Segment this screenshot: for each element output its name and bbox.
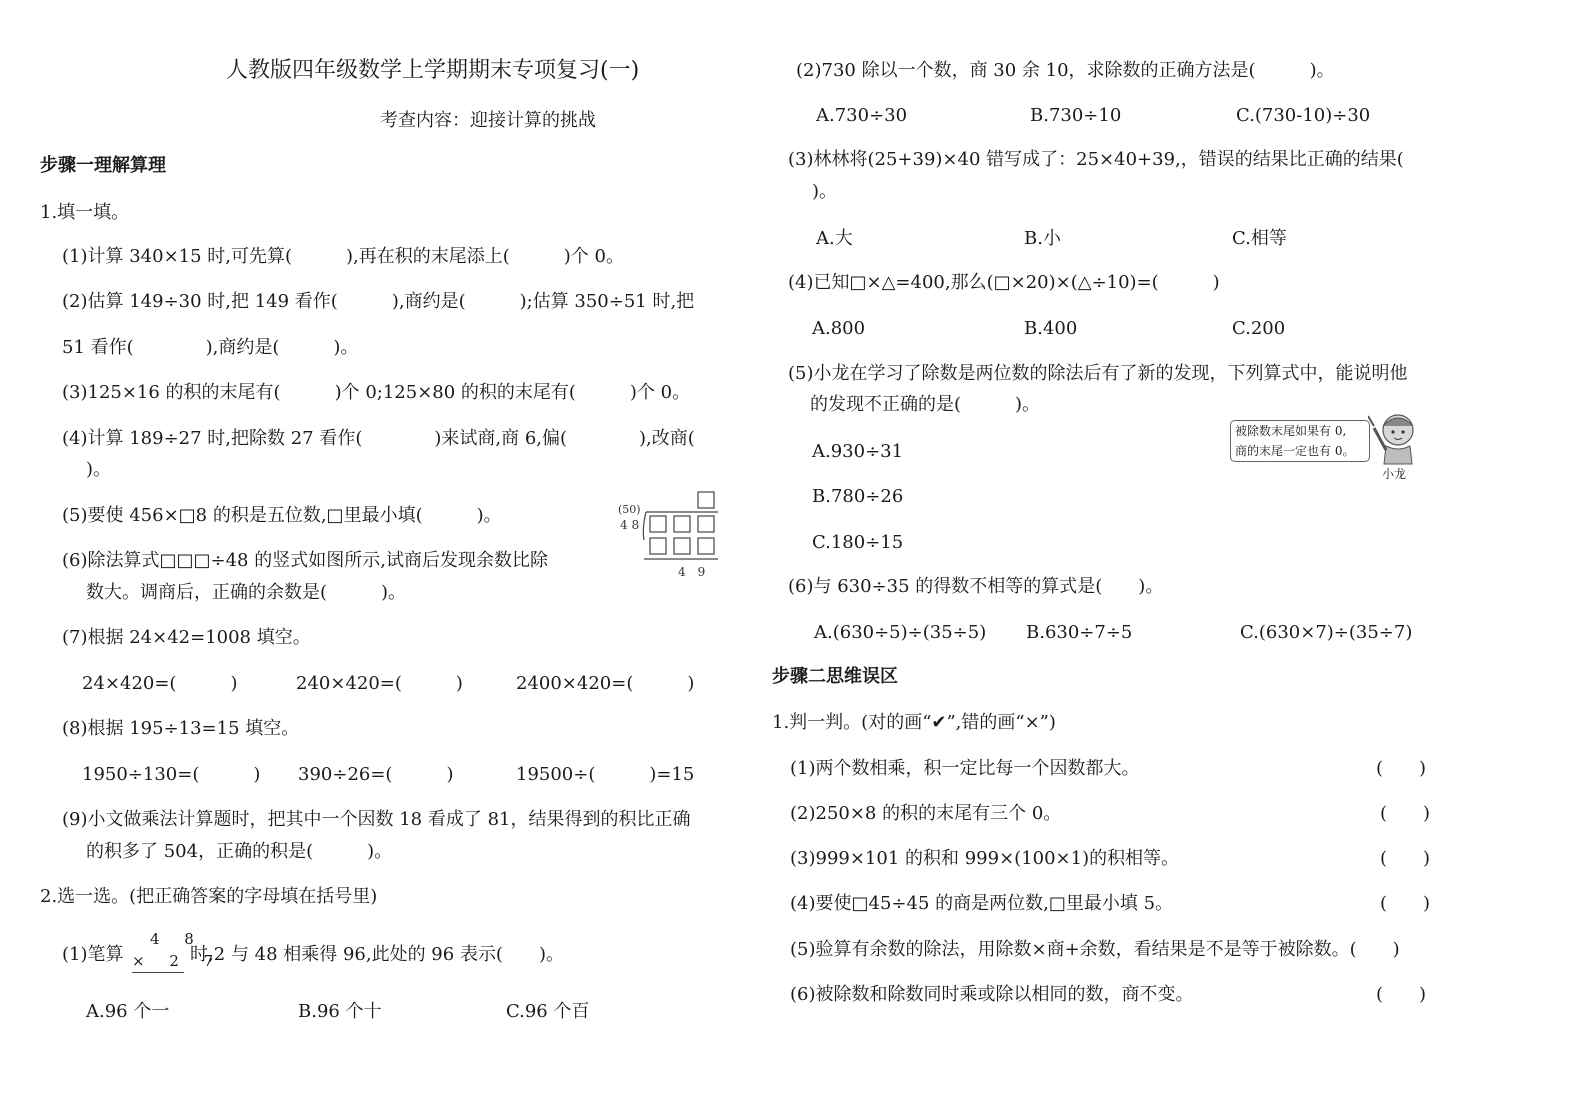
fill-item-3: (3)125×16 的积的末尾有( )个 0;125×80 的积的末尾有( )个 0。 [62,382,691,403]
section-step1-heading: 步骤一理解算理 [40,155,166,176]
choice-5-option-c: C.180÷15 [812,532,904,553]
choice-5-line2: 的发现不正确的是( )。 [810,394,1041,415]
fill-item-6-line2: 数大。调商后，正确的余数是( )。 [86,582,407,603]
fill-item-2-line1: (2)估算 149÷30 时,把 149 看作( ),商约是( );估算 350÷51 时,把 [62,291,695,312]
choice-5-option-b: B.780÷26 [812,486,904,507]
dividend-box-3 [698,516,714,532]
fill-item-8a: 1950÷130=( ) [82,764,261,785]
choice-6-option-a: A.(630÷5)÷(35÷5) [814,622,987,643]
choice-1-multiplier: × 2 7 [132,952,224,970]
choice-4: (4)已知□×△=400,那么(□×20)×(△÷10)=( ) [788,272,1220,293]
choice-2: (2)730 除以一个数，商 30 余 10，求除数的正确方法是( )。 [796,60,1335,81]
fill-item-6-line1: (6)除法算式□□□÷48 的竖式如图所示,试商后发现余数比除 [62,550,548,571]
fill-item-4-line1: (4)计算 189÷27 时,把除数 27 看作( )来试商,商 6,偏( ),改商( [62,428,695,449]
speech-bubble-line2: 商的末尾一定也有 0。 [1235,444,1355,458]
choice-5-option-a: A.930÷31 [812,441,904,462]
judge-item-4: (4)要使□45÷45 的商是两位数,□里最小填 5。 [790,893,1174,914]
question-fill-heading: 1.填一填。 [40,202,130,223]
judge-item-1: (1)两个数相乘，积一定比每一个因数都大。 [790,758,1140,779]
dividend-box-1 [650,516,666,532]
multiplication-rule [132,972,184,973]
judge-item-3-paren: ( ) [1380,848,1431,869]
judge-item-2: (2)250×8 的积的末尾有三个 0。 [790,803,1062,824]
product-box-2 [674,538,690,554]
section-step2-heading: 步骤二思维误区 [772,666,898,687]
figure-remainder: 4 9 [678,565,706,579]
choice-3-option-c: C.相等 [1232,228,1287,249]
choice-1-option-c: C.96 个百 [506,1001,590,1022]
judge-item-3: (3)999×101 的积和 999×(100×1)的积相等。 [790,848,1180,869]
fill-item-7b: 240×420=( ) [296,673,463,694]
choice-3-option-a: A.大 [816,228,853,249]
page-subtitle: 考查内容：迎接计算的挑战 [380,110,596,131]
choice-4-option-a: A.800 [812,318,866,339]
boy-character-illustration [1368,406,1428,468]
product-box-3 [698,538,714,554]
judge-item-1-paren: ( ) [1376,758,1427,779]
choice-6-option-b: B.630÷7÷5 [1026,622,1133,643]
fill-item-8c: 19500÷( )=15 [516,764,695,785]
fill-item-7c: 2400×420=( ) [516,673,695,694]
choice-1-text: 时,2 与 48 相乘得 96,此处的 96 表示( )。 [190,944,564,965]
question-choose-heading: 2.选一选。(把正确答案的字母填在括号里) [40,886,378,907]
choice-2-option-b: B.730÷10 [1030,105,1122,126]
choice-2-option-c: C.(730-10)÷30 [1236,105,1371,126]
choice-6: (6)与 630÷35 的得数不相等的算式是( )。 [788,576,1164,597]
product-box-1 [650,538,666,554]
question-judge-heading: 1.判一判。(对的画“✔”,错的画“×”) [772,712,1056,733]
choice-5-line1: (5)小龙在学习了除数是两位数的除法后有了新的发现，下列算式中，能说明他 [788,363,1408,384]
fill-item-8: (8)根据 195÷13=15 填空。 [62,718,300,739]
quotient-box [698,492,714,508]
fill-item-7: (7)根据 24×42=1008 填空。 [62,627,311,648]
fill-item-1: (1)计算 340×15 时,可先算( ),再在积的末尾添上( )个 0。 [62,246,624,267]
fill-item-4-line2: )。 [86,459,112,480]
choice-4-option-c: C.200 [1232,318,1286,339]
judge-item-4-paren: ( ) [1380,893,1431,914]
fill-item-9-line1: (9)小文做乘法计算题时，把其中一个因数 18 看成了 81，结果得到的积比正确 [62,809,691,830]
choice-3-line1: (3)林林将(25+39)×40 错写成了：25×40+39,，错误的结果比正确的结果( [788,149,1404,170]
fill-item-9-line2: 的积多了 504，正确的积是( )。 [86,841,393,862]
choice-6-option-c: C.(630×7)÷(35÷7) [1240,622,1413,643]
choice-1-prefix: (1)笔算 [62,944,124,965]
choice-3-option-b: B.小 [1024,228,1061,249]
judge-item-5: (5)验算有余数的除法，用除数×商+余数，看结果是不是等于被除数。( ) [790,939,1400,960]
choice-1-multiplicand: 4 8 [150,930,204,948]
choice-1-option-b: B.96 个十 [298,1001,382,1022]
choice-3-line2: )。 [812,181,838,202]
long-division-figure [616,488,726,584]
choice-1-option-a: A.96 个一 [86,1001,170,1022]
judge-item-6-paren: ( ) [1376,984,1427,1005]
character-name: 小龙 [1382,467,1407,481]
figure-quotient-hint: (50) [618,503,641,516]
fill-item-5: (5)要使 456×□8 的积是五位数,□里最小填( )。 [62,505,502,526]
speech-bubble [1230,420,1370,462]
choice-4-option-b: B.400 [1024,318,1078,339]
fill-item-7a: 24×420=( ) [82,673,238,694]
figure-divisor: 4 8 [620,518,640,532]
speech-bubble-line1: 被除数末尾如果有 0, [1235,424,1347,438]
fill-item-8b: 390÷26=( ) [298,764,454,785]
judge-item-6: (6)被除数和除数同时乘或除以相同的数，商不变。 [790,984,1194,1005]
page-title: 人教版四年级数学上学期期末专项复习(一) [226,58,640,83]
fill-item-2-line2: 51 看作( ),商约是( )。 [62,337,359,358]
dividend-box-2 [674,516,690,532]
choice-2-option-a: A.730÷30 [816,105,908,126]
judge-item-2-paren: ( ) [1380,803,1431,824]
